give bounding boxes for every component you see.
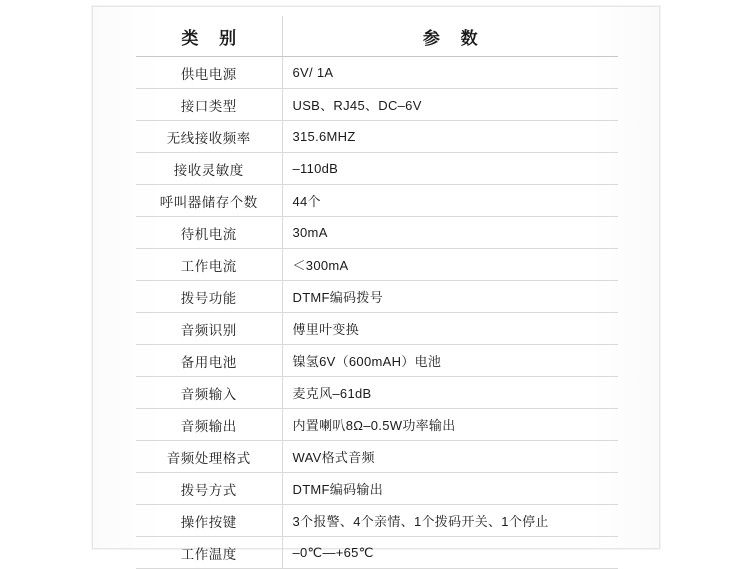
row-value: –0℃—+65℃ — [282, 537, 618, 569]
table-header-row — [136, 16, 618, 57]
row-label: 拨号功能 — [136, 281, 282, 313]
table-row — [136, 121, 618, 153]
table-row — [136, 217, 618, 249]
row-value: 麦克风–61dB — [282, 377, 618, 409]
row-value: 内置喇叭8Ω–0.5W功率输出 — [282, 409, 618, 441]
row-value: 3个报警、4个亲情、1个拨码开关、1个停止 — [282, 505, 618, 537]
row-value: 6V/ 1A — [282, 57, 618, 89]
table-row — [136, 153, 618, 185]
row-label: 工作电流 — [136, 249, 282, 281]
table-row — [136, 345, 618, 377]
row-label: 音频识别 — [136, 313, 282, 345]
row-label: 接收灵敏度 — [136, 153, 282, 185]
row-label: 音频输出 — [136, 409, 282, 441]
table-row — [136, 249, 618, 281]
column-header-category: 类 别 — [136, 16, 282, 57]
table-row — [136, 409, 618, 441]
table-row — [136, 57, 618, 89]
column-header-parameter: 参 数 — [282, 16, 618, 57]
table-row — [136, 185, 618, 217]
table-body — [136, 57, 618, 569]
row-label: 操作按键 — [136, 505, 282, 537]
row-label: 呼叫器储存个数 — [136, 185, 282, 217]
table-row — [136, 505, 618, 537]
row-label: 拨号方式 — [136, 473, 282, 505]
specification-table — [136, 16, 618, 569]
table-row — [136, 473, 618, 505]
table-row — [136, 89, 618, 121]
spec-table-container — [136, 16, 618, 569]
row-value: WAV格式音频 — [282, 441, 618, 473]
table-row — [136, 281, 618, 313]
row-value: USB、RJ45、DC–6V — [282, 89, 618, 121]
table-row — [136, 441, 618, 473]
row-label: 无线接收频率 — [136, 121, 282, 153]
row-value: –110dB — [282, 153, 618, 185]
row-value: 44个 — [282, 185, 618, 217]
row-value: DTMF编码拨号 — [282, 281, 618, 313]
table-row — [136, 313, 618, 345]
row-label: 音频输入 — [136, 377, 282, 409]
row-value: 30mA — [282, 217, 618, 249]
row-label: 待机电流 — [136, 217, 282, 249]
row-label: 备用电池 — [136, 345, 282, 377]
table-row — [136, 377, 618, 409]
row-value: ＜300mA — [282, 249, 618, 281]
row-value: 315.6MHZ — [282, 121, 618, 153]
row-value: 傅里叶变换 — [282, 313, 618, 345]
row-label: 工作温度 — [136, 537, 282, 569]
row-value: 镍氢6V（600mAH）电池 — [282, 345, 618, 377]
row-label: 接口类型 — [136, 89, 282, 121]
row-label: 音频处理格式 — [136, 441, 282, 473]
row-label: 供电电源 — [136, 57, 282, 89]
row-value: DTMF编码输出 — [282, 473, 618, 505]
table-header — [136, 16, 618, 57]
